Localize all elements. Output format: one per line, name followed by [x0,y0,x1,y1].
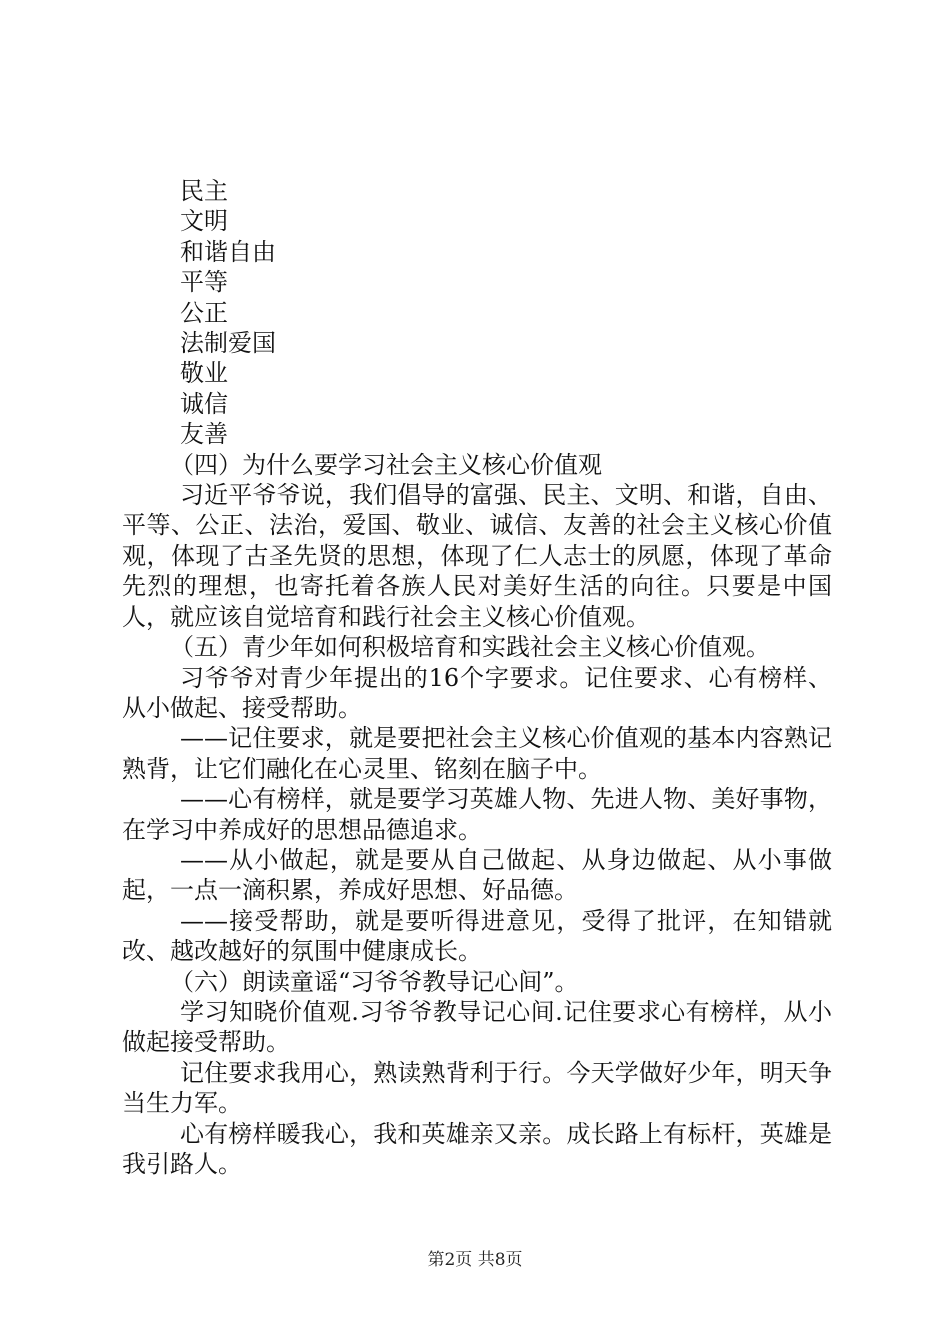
section-4-heading: （四）为什么要学习社会主义核心价值观 [170,450,602,479]
section-5-point: ——心有榜样，就是要学习英雄人物、先进人物、美好事物，在学习中养成好的思想品德追求。 [122,785,832,844]
section-6-verse: 记住要求我用心，熟读熟背利于行。今天学做好少年，明天争当生力军。 [122,1058,832,1118]
section-5-point: ——记住要求，就是要把社会主义核心价值观的基本内容熟记熟背，让它们融化在心灵里、铭刻在脑子中。 [122,724,832,783]
section-5-heading: （五）青少年如何积极培育和实践社会主义核心价值观。 [170,633,770,662]
section-4-paragraph: 习近平爷爷说，我们倡导的富强、民主、文明、和谐，自由、平等、公正、法治，爱国、敬业、诚信、友善的社会主义核心价值观，体现了古圣先贤的思想，体现了仁人志士的夙愿，体现了革命先烈的理想，也寄托着各族人民对美好生活的向往。只要是中国人，就应该自觉培育和践行社会主义核心价值观。 [122,481,832,631]
value-item: 诚信 [180,389,228,418]
value-item: 平等 [180,268,228,297]
values-list [122,176,832,450]
value-item: 民主 [180,177,228,205]
section-5-intro: 习爷爷对青少年提出的16个字要求。记住要求、心有榜样、从小做起、接受帮助。 [122,663,832,722]
value-item: 公正 [180,298,228,327]
value-item: 和谐自由 [180,237,276,266]
value-item: 友善 [180,420,228,449]
section-6-heading: （六）朗读童谣“习爷爷教导记心间”。 [170,967,579,996]
section-5-point: ——从小做起，就是要从自己做起、从身边做起、从小事做起，一点一滴积累，养成好思想、好品德。 [122,845,832,905]
section-6-verse: 学习知晓价值观.习爷爷教导记心间.记住要求心有榜样，从小做起接受帮助。 [122,997,832,1057]
value-item: 法制爱国 [180,329,276,358]
page-number-footer: 第2页 共8页 [427,1250,523,1270]
section-6-verse: 心有榜样暖我心，我和英雄亲又亲。成长路上有标杆，英雄是我引路人。 [122,1119,832,1178]
value-item: 文明 [180,207,228,236]
document-body [122,176,832,1179]
value-item: 敬业 [180,359,228,388]
section-5-point: ——接受帮助，就是要听得进意见，受得了批评，在知错就改、越改越好的氛围中健康成长。 [122,906,832,966]
